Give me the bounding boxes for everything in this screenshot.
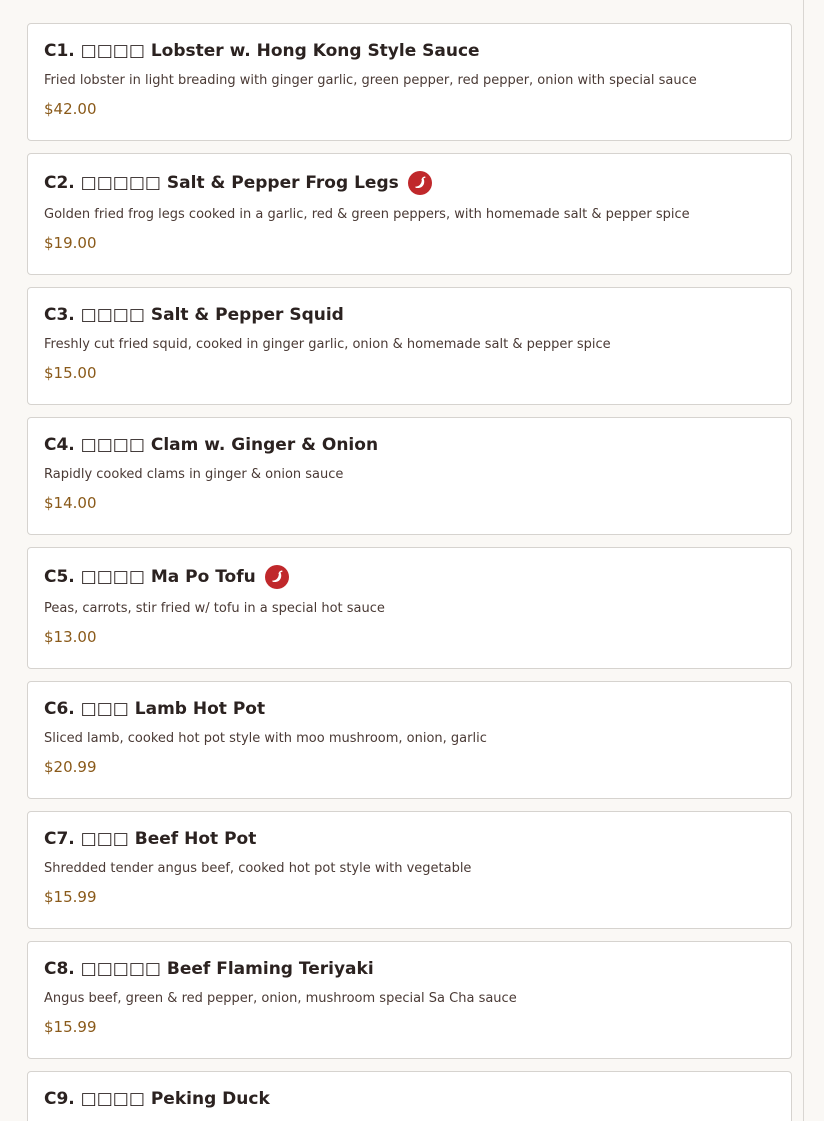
chili-pepper-icon [408, 171, 432, 195]
menu-item[interactable] [27, 417, 792, 535]
menu-item-price: $20.99 [44, 758, 97, 776]
menu-item-title: C6. □□□ Lamb Hot Pot [44, 699, 266, 719]
menu-item-description: Fried lobster in light breading with ginger garlic, green pepper, red pepper, onion with special sauce [44, 73, 697, 88]
menu-item-description: Peas, carrots, stir fried w/ tofu in a special hot sauce [44, 601, 385, 616]
menu-item-title: C4. □□□□ Clam w. Ginger & Onion [44, 435, 379, 455]
menu-item-title: C8. □□□□□ Beef Flaming Teriyaki [44, 959, 374, 979]
menu-item[interactable] [27, 1071, 792, 1121]
menu-item-title: C3. □□□□ Salt & Pepper Squid [44, 305, 344, 325]
menu-item-title: C1. □□□□ Lobster w. Hong Kong Style Sauce [44, 41, 480, 61]
menu-item[interactable] [27, 941, 792, 1059]
menu-item-price: $14.00 [44, 494, 97, 512]
menu-item[interactable] [27, 23, 792, 141]
menu-item-price: $42.00 [44, 100, 97, 118]
menu-item-price: $19.00 [44, 234, 97, 252]
menu-item-title: C2. □□□□□ Salt & Pepper Frog Legs [44, 173, 399, 193]
scrollbar-divider [803, 0, 804, 1121]
menu-item[interactable] [27, 811, 792, 929]
menu-item[interactable] [27, 547, 792, 669]
menu-item-price: $15.99 [44, 1018, 97, 1036]
menu-item-price: $15.99 [44, 888, 97, 906]
menu-item-description: Freshly cut fried squid, cooked in ginger garlic, onion & homemade salt & pepper spice [44, 337, 611, 352]
menu-item[interactable] [27, 153, 792, 275]
menu-item-description: Golden fried frog legs cooked in a garlic, red & green peppers, with homemade salt & pepper spice [44, 207, 690, 222]
menu-item[interactable] [27, 681, 792, 799]
menu-item-description: Angus beef, green & red pepper, onion, mushroom special Sa Cha sauce [44, 991, 517, 1006]
menu-item-description: Shredded tender angus beef, cooked hot pot style with vegetable [44, 861, 472, 876]
menu-item-description: Sliced lamb, cooked hot pot style with moo mushroom, onion, garlic [44, 731, 487, 746]
menu-item-title: C7. □□□ Beef Hot Pot [44, 829, 257, 849]
chili-pepper-icon [265, 565, 289, 589]
menu-item[interactable] [27, 287, 792, 405]
menu-item-title: C5. □□□□ Ma Po Tofu [44, 567, 256, 587]
menu-item-price: $13.00 [44, 628, 97, 646]
menu-item-list [27, 23, 792, 1121]
menu-item-price: $15.00 [44, 364, 97, 382]
menu-item-description: Rapidly cooked clams in ginger & onion sauce [44, 467, 344, 482]
menu-item-title: C9. □□□□ Peking Duck [44, 1089, 270, 1109]
